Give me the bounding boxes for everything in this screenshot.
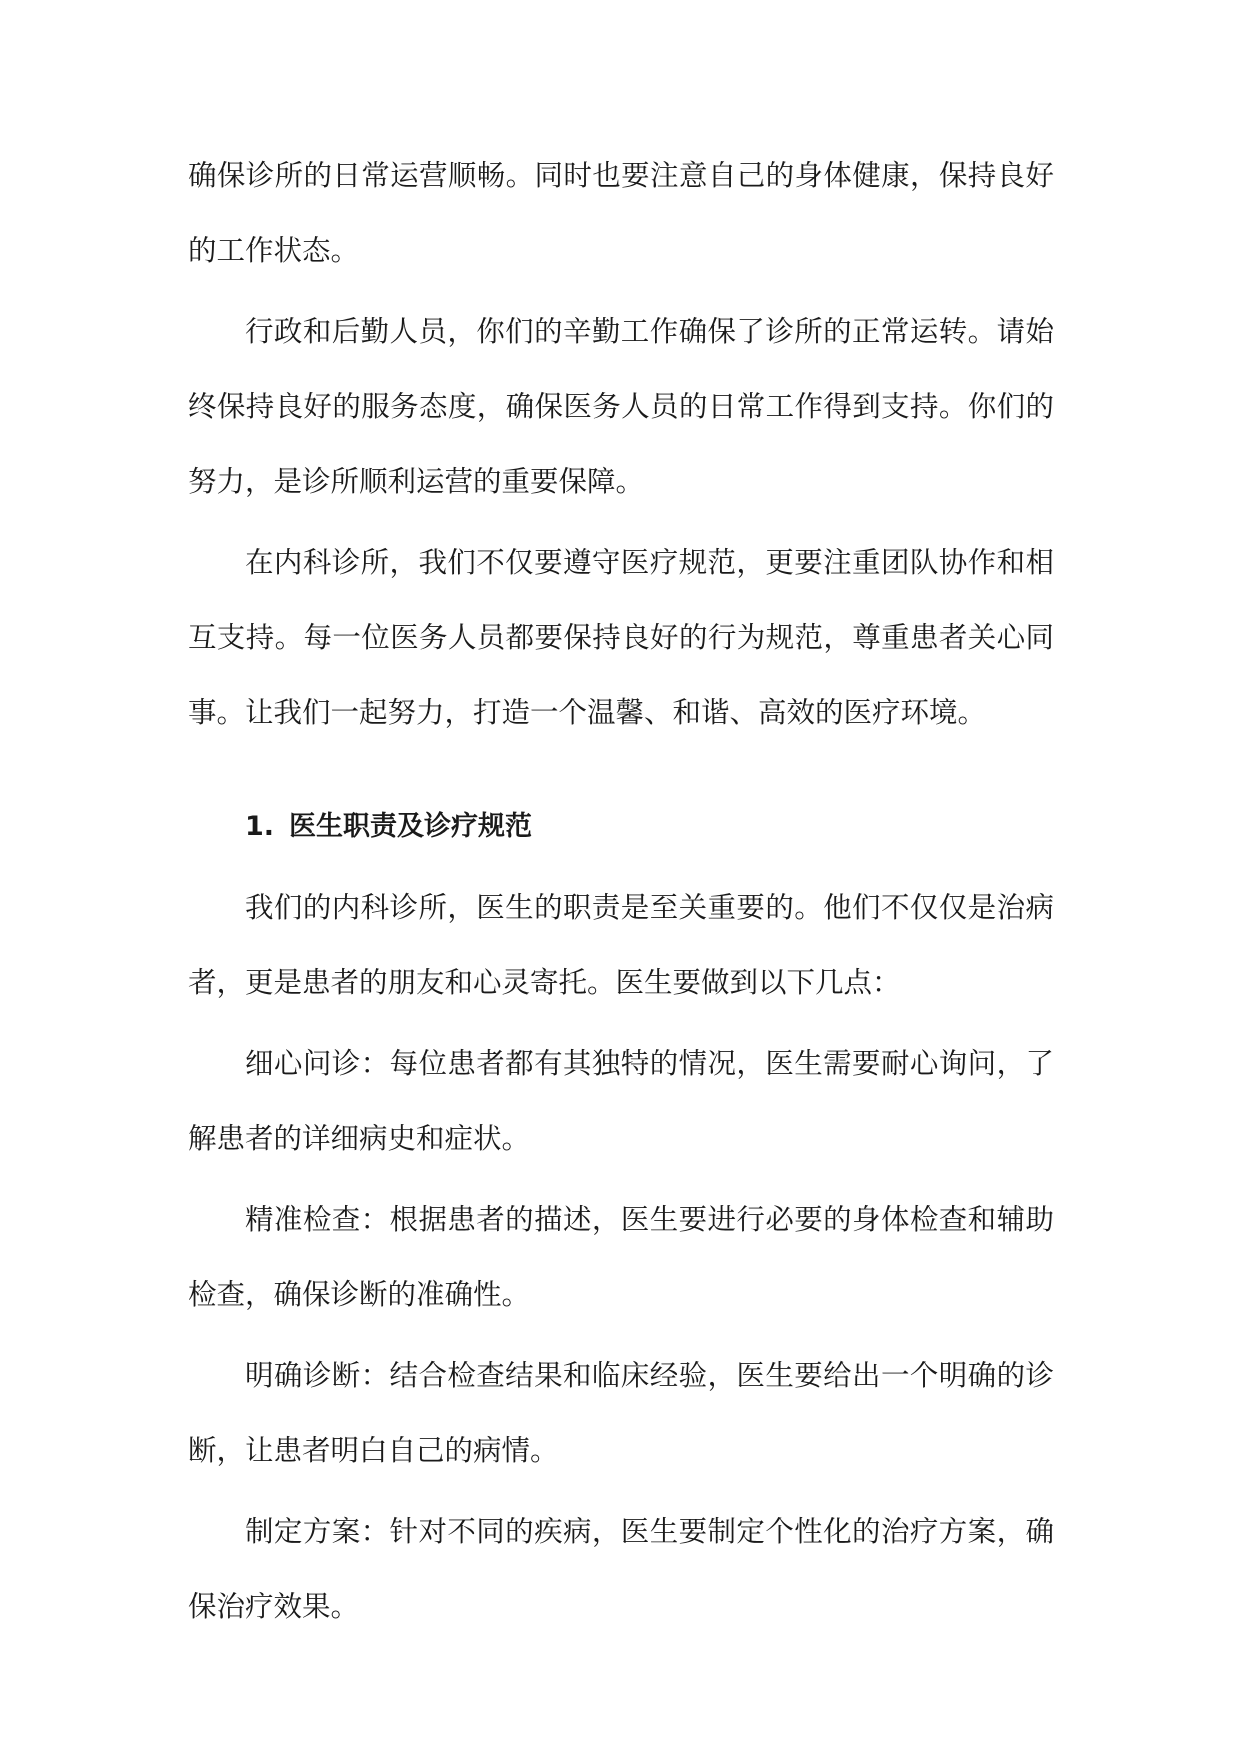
paragraph-doctor-duties: 我们的内科诊所，医生的职责是至关重要的。他们不仅仅是治病者，更是患者的朋友和心灵寄托。医生要做到以下几点： [188,891,1054,999]
section-title: 医生职责及诊疗规范 [289,811,532,842]
paragraph-admin-staff: 行政和后勤人员，你们的辛勤工作确保了诊所的正常运转。请始终保持良好的服务态度，确保医务人员的日常工作得到支持。你们的努力，是诊所顺利运营的重要保障。 [188,315,1054,498]
paragraph-inquiry: 细心问诊：每位患者都有其独特的情况，医生需要耐心询问，了解患者的详细病史和症状。 [188,1047,1054,1155]
paragraph-treatment-plan: 制定方案：针对不同的疾病，医生要制定个性化的治疗方案，确保治疗效果。 [188,1515,1054,1623]
paragraph-teamwork: 在内科诊所，我们不仅要遵守医疗规范，更要注重团队协作和相互支持。每一位医务人员都要保持良好的行为规范，尊重患者关心同事。让我们一起努力，打造一个温馨、和谐、高效的医疗环境。 [188,546,1054,729]
document-body [188,138,1054,1650]
paragraph-continuation: 确保诊所的日常运营顺畅。同时也要注意自己的身体健康，保持良好的工作状态。 [188,159,1054,267]
section-number: 1. [245,811,275,842]
section-heading [188,792,1054,862]
paragraph-examination: 精准检查：根据患者的描述，医生要进行必要的身体检查和辅助检查，确保诊断的准确性。 [188,1203,1054,1311]
paragraph-diagnosis: 明确诊断：结合检查结果和临床经验，医生要给出一个明确的诊断，让患者明白自己的病情。 [188,1359,1054,1467]
